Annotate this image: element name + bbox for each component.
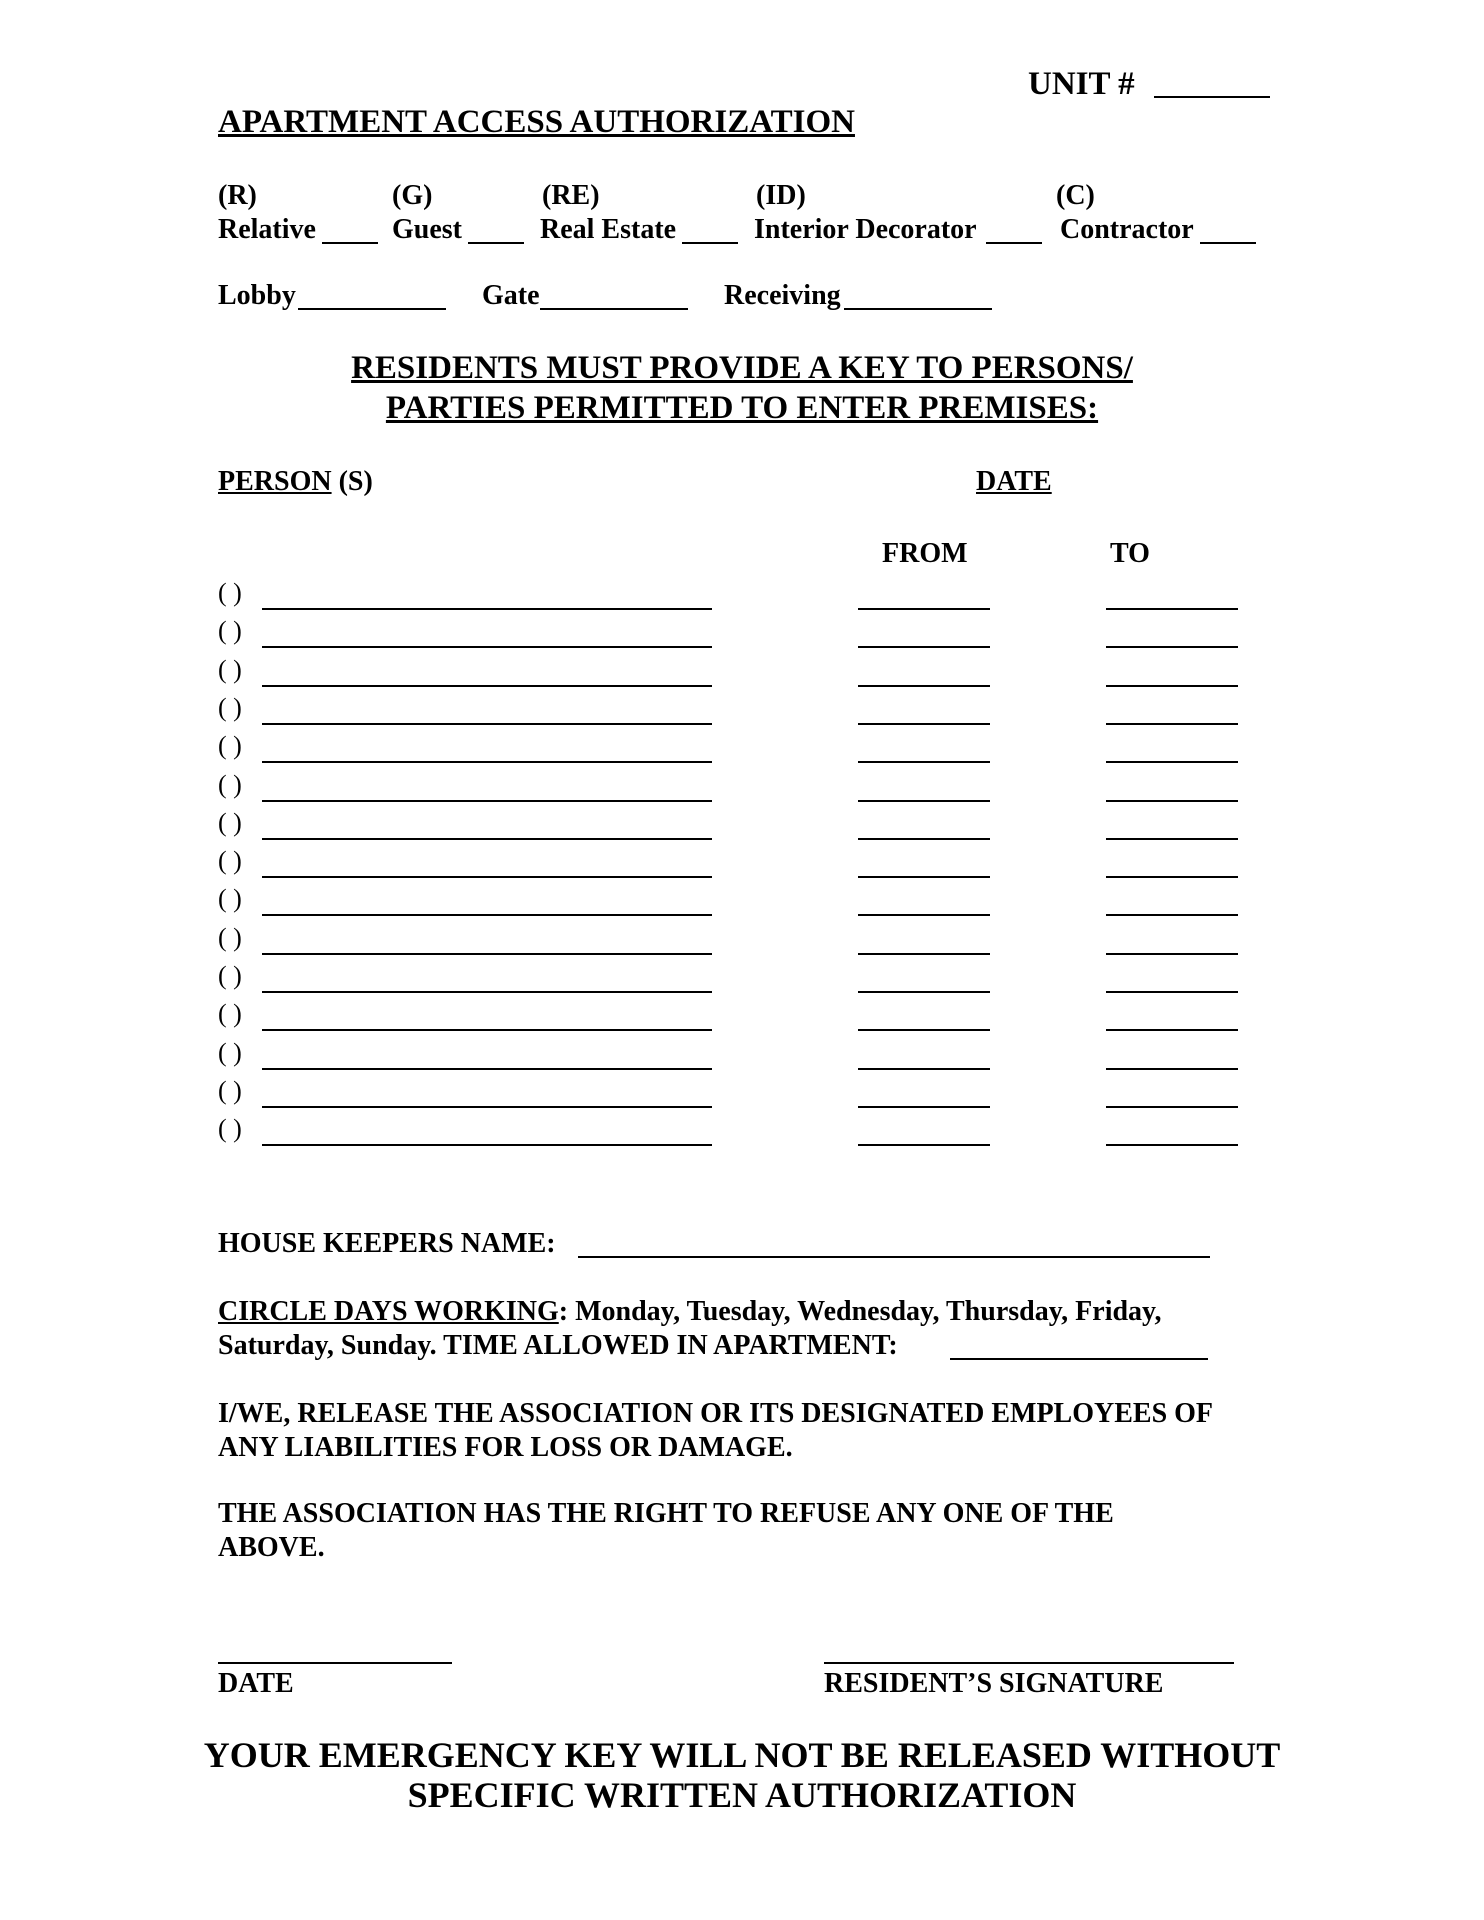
table-row: [0, 655, 1484, 691]
row-checkbox[interactable]: ( ): [218, 923, 242, 952]
to-header: TO: [1110, 538, 1150, 569]
from-header: FROM: [882, 538, 968, 569]
row-checkbox[interactable]: ( ): [218, 578, 242, 607]
category-label-contractor: Contractor: [1060, 214, 1194, 245]
date-from-field[interactable]: [858, 838, 990, 840]
category-label-real-estate: Real Estate: [540, 214, 677, 245]
date-from-field[interactable]: [858, 953, 990, 955]
date-from-field[interactable]: [858, 800, 990, 802]
category-code-real-estate: (RE): [542, 180, 600, 211]
date-from-field[interactable]: [858, 761, 990, 763]
location-receiving-label: Receiving: [724, 280, 841, 311]
page-title: APARTMENT ACCESS AUTHORIZATION: [218, 104, 855, 140]
person-name-field[interactable]: [262, 646, 712, 648]
table-row: [0, 616, 1484, 652]
row-checkbox[interactable]: ( ): [218, 1038, 242, 1067]
days-working-line-2: Saturday, Sunday. TIME ALLOWED IN APARTMENT:: [218, 1330, 898, 1361]
row-checkbox[interactable]: ( ): [218, 731, 242, 760]
row-checkbox[interactable]: ( ): [218, 808, 242, 837]
table-row: [0, 770, 1484, 806]
category-code-interior-decorator: (ID): [756, 180, 806, 211]
table-row: [0, 846, 1484, 882]
row-checkbox[interactable]: ( ): [218, 1114, 242, 1143]
date-to-field[interactable]: [1106, 723, 1238, 725]
table-row: [0, 731, 1484, 767]
guest-field[interactable]: [468, 242, 524, 244]
interior-decorator-field[interactable]: [986, 242, 1042, 244]
date-field[interactable]: [218, 1662, 452, 1664]
table-row: [0, 578, 1484, 614]
date-to-field[interactable]: [1106, 646, 1238, 648]
receiving-field[interactable]: [844, 308, 992, 310]
unit-number-field[interactable]: [1154, 96, 1270, 98]
table-row: [0, 693, 1484, 729]
category-label-guest: Guest: [392, 214, 462, 245]
date-to-field[interactable]: [1106, 838, 1238, 840]
date-label: DATE: [218, 1668, 294, 1699]
date-from-field[interactable]: [858, 1144, 990, 1146]
person-name-field[interactable]: [262, 914, 712, 916]
category-code-relative: (R): [218, 180, 257, 211]
date-to-field[interactable]: [1106, 876, 1238, 878]
resident-signature-field[interactable]: [824, 1662, 1234, 1664]
refuse-line-1: THE ASSOCIATION HAS THE RIGHT TO REFUSE ANY ONE OF THE: [218, 1498, 1114, 1529]
date-to-field[interactable]: [1106, 953, 1238, 955]
category-code-guest: (G): [392, 180, 433, 211]
contractor-field[interactable]: [1200, 242, 1256, 244]
date-to-field[interactable]: [1106, 685, 1238, 687]
footer-line-1: YOUR EMERGENCY KEY WILL NOT BE RELEASED WITHOUT: [203, 1735, 1281, 1775]
date-header: DATE: [976, 466, 1052, 497]
category-label-interior-decorator: Interior Decorator: [754, 214, 977, 245]
housekeeper-name-label: HOUSE KEEPERS NAME:: [218, 1228, 556, 1259]
category-label-relative: Relative: [218, 214, 316, 245]
person-name-field[interactable]: [262, 838, 712, 840]
person-name-field[interactable]: [262, 1068, 712, 1070]
resident-signature-label: RESIDENT’S SIGNATURE: [824, 1668, 1164, 1699]
row-checkbox[interactable]: ( ): [218, 693, 242, 722]
date-from-field[interactable]: [858, 685, 990, 687]
notice-line-1: RESIDENTS MUST PROVIDE A KEY TO PERSONS/: [351, 350, 1133, 386]
person-header: PERSON (S): [218, 466, 373, 497]
row-checkbox[interactable]: ( ): [218, 770, 242, 799]
real-estate-field[interactable]: [682, 242, 738, 244]
table-row: [0, 999, 1484, 1035]
person-name-field[interactable]: [262, 761, 712, 763]
category-code-contractor: (C): [1056, 180, 1095, 211]
person-name-field[interactable]: [262, 1029, 712, 1031]
person-name-field[interactable]: [262, 1144, 712, 1146]
date-from-field[interactable]: [858, 876, 990, 878]
table-row: [0, 808, 1484, 844]
row-checkbox[interactable]: ( ): [218, 655, 242, 684]
date-to-field[interactable]: [1106, 914, 1238, 916]
date-from-field[interactable]: [858, 723, 990, 725]
location-gate-label: Gate: [482, 280, 540, 311]
time-allowed-field[interactable]: [950, 1358, 1208, 1360]
relative-field[interactable]: [322, 242, 378, 244]
date-to-field[interactable]: [1106, 761, 1238, 763]
date-to-field[interactable]: [1106, 608, 1238, 610]
row-checkbox[interactable]: ( ): [218, 846, 242, 875]
date-from-field[interactable]: [858, 608, 990, 610]
date-from-field[interactable]: [858, 1029, 990, 1031]
row-checkbox[interactable]: ( ): [218, 961, 242, 990]
release-line-2: ANY LIABILITIES FOR LOSS OR DAMAGE.: [218, 1432, 793, 1463]
table-row: [0, 884, 1484, 920]
person-name-field[interactable]: [262, 723, 712, 725]
table-row: [0, 923, 1484, 959]
row-checkbox[interactable]: ( ): [218, 616, 242, 645]
person-name-field[interactable]: [262, 953, 712, 955]
table-row: [0, 961, 1484, 997]
date-from-field[interactable]: [858, 991, 990, 993]
date-from-field[interactable]: [858, 646, 990, 648]
location-lobby-label: Lobby: [218, 280, 296, 311]
date-to-field[interactable]: [1106, 1029, 1238, 1031]
release-line-1: I/WE, RELEASE THE ASSOCIATION OR ITS DESIGNATED EMPLOYEES OF: [218, 1398, 1214, 1429]
person-name-field[interactable]: [262, 608, 712, 610]
gate-field[interactable]: [540, 308, 688, 310]
table-row: [0, 1076, 1484, 1112]
row-checkbox[interactable]: ( ): [218, 1076, 242, 1105]
refuse-line-2: ABOVE.: [218, 1532, 325, 1563]
table-row: [0, 1038, 1484, 1074]
housekeeper-name-field[interactable]: [578, 1256, 1210, 1258]
person-name-field[interactable]: [262, 800, 712, 802]
person-name-field[interactable]: [262, 876, 712, 878]
notice-line-2: PARTIES PERMITTED TO ENTER PREMISES:: [385, 390, 1099, 426]
person-name-field[interactable]: [262, 991, 712, 993]
date-to-field[interactable]: [1106, 1144, 1238, 1146]
date-from-field[interactable]: [858, 914, 990, 916]
person-name-field[interactable]: [262, 1106, 712, 1108]
date-from-field[interactable]: [858, 1106, 990, 1108]
date-to-field[interactable]: [1106, 991, 1238, 993]
date-to-field[interactable]: [1106, 800, 1238, 802]
date-to-field[interactable]: [1106, 1106, 1238, 1108]
row-checkbox[interactable]: ( ): [218, 999, 242, 1028]
row-checkbox[interactable]: ( ): [218, 884, 242, 913]
person-name-field[interactable]: [262, 685, 712, 687]
unit-label: UNIT #: [1028, 66, 1135, 102]
footer-line-2: SPECIFIC WRITTEN AUTHORIZATION: [407, 1775, 1077, 1815]
date-from-field[interactable]: [858, 1068, 990, 1070]
days-working-line-1: CIRCLE DAYS WORKING: Monday, Tuesday, Wednesday, Thursday, Friday,: [218, 1296, 1162, 1327]
date-to-field[interactable]: [1106, 1068, 1238, 1070]
table-row: [0, 1114, 1484, 1150]
lobby-field[interactable]: [298, 308, 446, 310]
